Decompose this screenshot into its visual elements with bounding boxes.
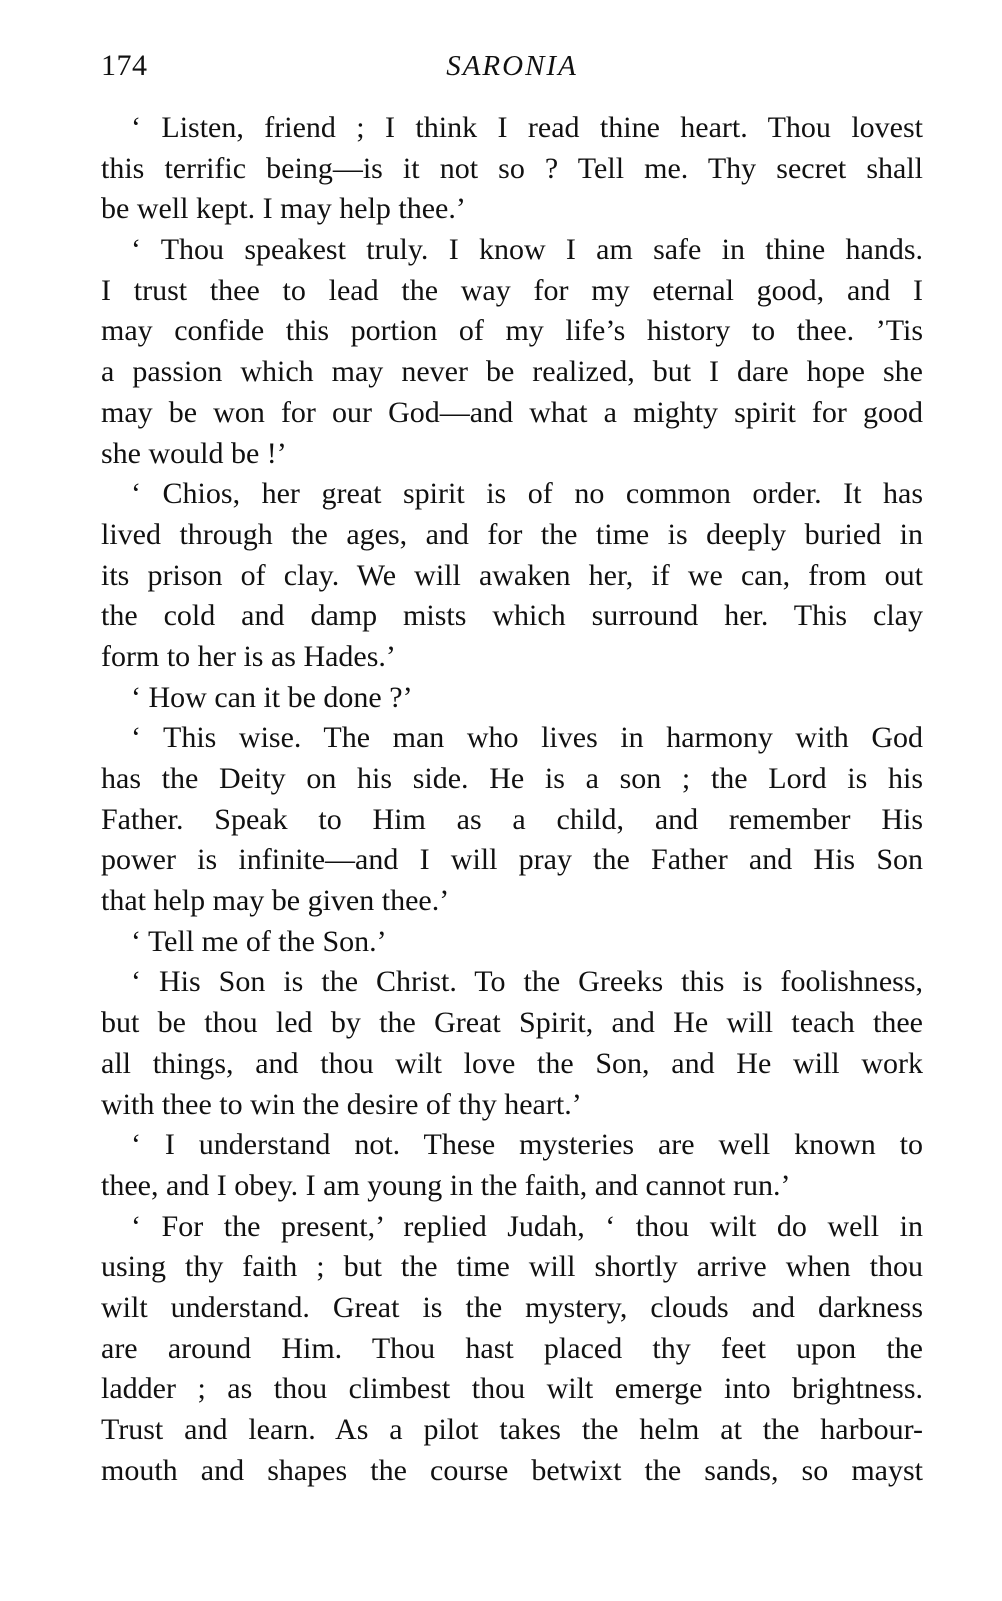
paragraph	[101, 678, 923, 719]
page-number: 174	[101, 49, 148, 82]
text-line: that help may be given thee.’	[101, 884, 450, 918]
text-line: ‘ I understand not. These mysteries are well known to	[131, 1128, 923, 1162]
text-line: form to her is as Hades.’	[101, 639, 396, 673]
text-line: ‘ For the present,’ replied Judah, ‘ thou wilt do well in	[131, 1209, 923, 1243]
paragraph	[101, 1125, 923, 1206]
paragraph	[101, 718, 923, 921]
text-line: but be thou led by the Great Spirit, and He will teach thee	[101, 1006, 923, 1040]
body-text	[101, 108, 923, 1491]
text-line: may confide this portion of my life’s history to thee. ’Tis	[101, 314, 923, 348]
text-line: I trust thee to lead the way for my eternal good, and I	[101, 273, 923, 307]
text-line: Trust and learn. As a pilot takes the helm at the harbour-	[101, 1413, 923, 1446]
text-line: lived through the ages, and for the time is deeply buried in	[101, 517, 923, 551]
text-line: wilt understand. Great is the mystery, clouds and darkness	[101, 1290, 923, 1324]
text-line: ‘ Thou speakest truly. I know I am safe in thine hands.	[131, 233, 923, 267]
text-line: with thee to win the desire of thy heart.’	[101, 1087, 582, 1121]
text-line: thee, and I obey. I am young in the faith, and cannot run.’	[101, 1168, 791, 1202]
text-line: has the Deity on his side. He is a son ; the Lord is his	[101, 762, 923, 795]
text-line: this terrific being—is it not so ? Tell me. Thy secret shall	[101, 151, 923, 185]
text-line: all things, and thou wilt love the Son, and He will work	[101, 1046, 923, 1080]
text-line: ‘ Tell me of the Son.’	[131, 924, 387, 958]
text-line: ‘ Chios, her great spirit is of no common order. It has	[131, 477, 923, 511]
text-line: mouth and shapes the course betwixt the sands, so mayst	[101, 1453, 923, 1487]
running-title: SARONIA	[446, 50, 578, 82]
paragraph	[101, 962, 923, 1125]
paragraph	[101, 474, 923, 677]
text-line: ‘ His Son is the Christ. To the Greeks this is foolishness,	[131, 965, 923, 999]
text-line: ‘ Listen, friend ; I think I read thine heart. Thou lovest	[131, 111, 923, 144]
text-line: she would be !’	[101, 436, 287, 470]
text-line: be well kept. I may help thee.’	[101, 192, 466, 226]
text-line: ‘ This wise. The man who lives in harmony with God	[131, 721, 923, 755]
text-line: Father. Speak to Him as a child, and remember His	[101, 802, 923, 836]
paragraph	[101, 1207, 923, 1492]
text-line: may be won for our God—and what a mighty spirit for good	[101, 395, 923, 429]
text-line: its prison of clay. We will awaken her, if we can, from out	[101, 558, 923, 592]
paragraph	[101, 922, 923, 963]
text-line: a passion which may never be realized, but I dare hope she	[101, 355, 923, 389]
text-line: the cold and damp mists which surround her. This clay	[101, 599, 923, 633]
text-line: ladder ; as thou climbest thou wilt emerge into brightness.	[101, 1372, 923, 1406]
page-header	[101, 46, 923, 90]
text-line: power is infinite—and I will pray the Father and His Son	[101, 843, 923, 877]
paragraph	[101, 108, 923, 230]
text-line: using thy faith ; but the time will shortly arrive when thou	[101, 1250, 923, 1284]
text-line: ‘ How can it be done ?’	[131, 680, 413, 714]
paragraph	[101, 230, 923, 474]
text-line: are around Him. Thou hast placed thy feet upon the	[101, 1331, 923, 1365]
